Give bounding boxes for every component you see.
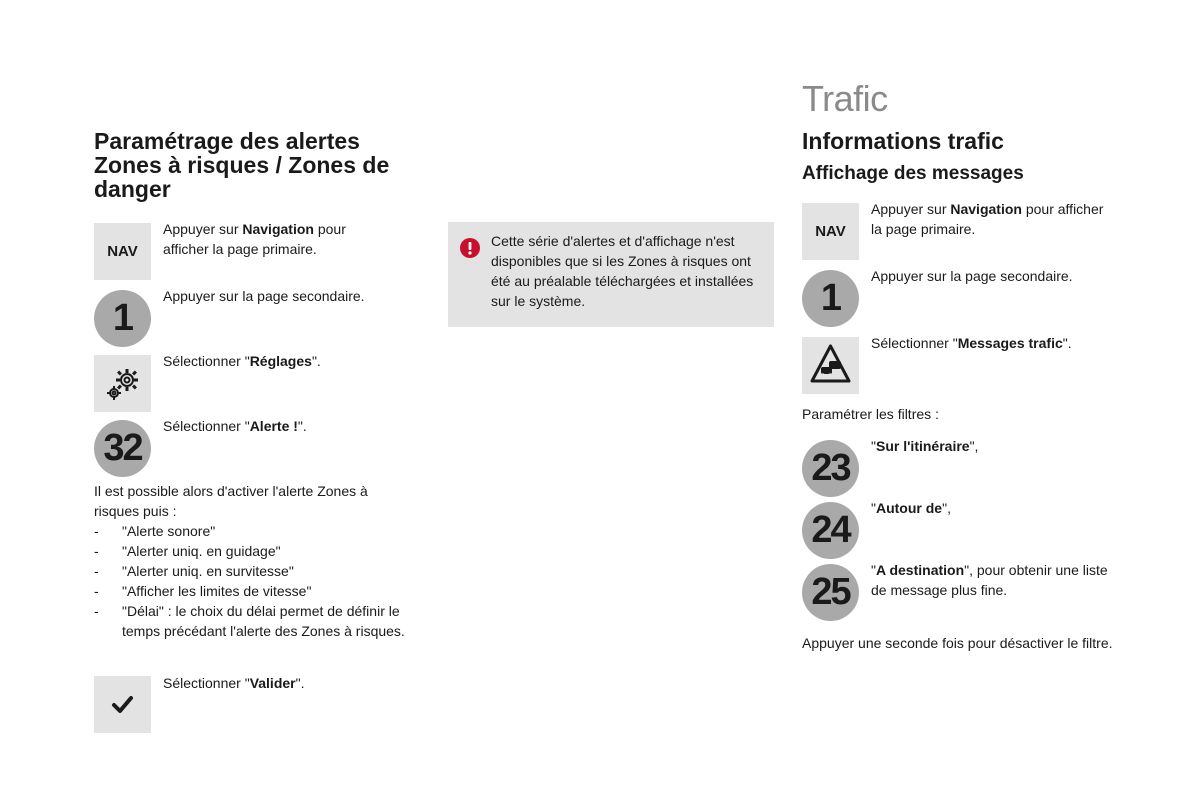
right-heading: Informations trafic	[802, 128, 1004, 154]
filter-23-badge: 23	[802, 440, 859, 497]
step-alert-text	[163, 416, 403, 436]
step-number: 1	[820, 277, 841, 319]
step-validate-post: ".	[295, 675, 305, 691]
nav-badge-label: NAV	[815, 223, 846, 240]
step-settings-text	[163, 351, 403, 371]
step-32-badge	[94, 420, 151, 477]
filter-destination-text: "A destination", pour obtenir une liste de message plus fine.	[871, 562, 1108, 598]
warning-icon	[460, 238, 480, 258]
step-alert-post: ".	[297, 418, 307, 434]
left-heading	[94, 129, 434, 201]
step-number-badge	[94, 290, 151, 347]
alert-option: - "Alerter uniq. en guidage"	[94, 543, 281, 559]
alert-options-list	[94, 521, 414, 641]
step-nav-bold: Navigation	[242, 221, 314, 237]
step-nav-text	[163, 219, 393, 259]
step-nav-pre: Appuyer sur	[163, 221, 243, 237]
step-secondary-text: Appuyer sur la page secondaire.	[163, 288, 365, 304]
step-settings-pre: Sélectionner "	[163, 353, 250, 369]
alert-option: - "Afficher les limites de vitesse"	[94, 583, 312, 599]
checkmark-icon	[94, 676, 151, 733]
nav-badge	[94, 223, 151, 280]
filters-label: Paramétrer les filtres :	[802, 406, 939, 422]
left-heading-line-2: Zones à risques / Zones de	[94, 152, 390, 178]
step-validate-text	[163, 673, 403, 693]
filter-route-text: "Sur l'itinéraire",	[871, 438, 979, 454]
alert-option: - "Délai" : le choix du délai permet de définir le temps précédant l'alerte des Zones à risques.	[94, 603, 405, 639]
warning-note	[448, 222, 774, 327]
section-title: Trafic	[802, 78, 888, 119]
step-settings-post: ".	[311, 353, 321, 369]
checkmark-icon-svg	[94, 676, 151, 733]
step-alert-bold: Alerte !	[249, 418, 298, 434]
right-subheading: Affichage des messages	[802, 163, 1024, 184]
alert-option: - "Alerter uniq. en survitesse"	[94, 563, 294, 579]
filter-25-badge: 25	[802, 564, 859, 621]
settings-gears-icon	[94, 355, 151, 412]
step-nav-post: pour afficher la page primaire.	[163, 221, 346, 257]
step-32-number: 32	[103, 427, 142, 469]
step-settings-bold: Réglages	[249, 353, 312, 369]
filter-around-text: "Autour de",	[871, 500, 951, 516]
warning-note-text: Cette série d'alertes et d'affichage n'est disponibles que si les Zones à risques ont été au préalable téléchargées et installées sur le système.	[491, 233, 754, 309]
left-heading-line-3: danger	[94, 176, 171, 202]
traffic-warning-icon-svg	[802, 337, 859, 394]
traffic-warning-icon	[802, 337, 859, 394]
alert-intro: Il est possible alors d'activer l'alerte Zones à risques puis :	[94, 483, 368, 519]
right-step-traffic-text: Sélectionner "Messages trafic".	[871, 335, 1072, 351]
step-validate-pre: Sélectionner "	[163, 675, 250, 691]
nav-badge	[802, 203, 859, 260]
step-number-badge	[802, 270, 859, 327]
right-step-nav-text: Appuyer sur Navigation pour afficher la page primaire.	[871, 201, 1104, 237]
footer-text: Appuyer une seconde fois pour désactiver le filtre.	[802, 635, 1113, 651]
step-validate-bold: Valider	[249, 675, 296, 691]
right-step-secondary-text: Appuyer sur la page secondaire.	[871, 268, 1073, 284]
left-heading-line-1: Paramétrage des alertes	[94, 128, 360, 154]
settings-gears-icon-svg	[94, 355, 151, 412]
step-alert-pre: Sélectionner "	[163, 418, 250, 434]
alert-options-block	[94, 481, 414, 641]
step-number: 1	[112, 297, 133, 339]
nav-badge-label: NAV	[107, 243, 138, 260]
alert-option: - "Alerte sonore"	[94, 523, 216, 539]
filter-24-badge: 24	[802, 502, 859, 559]
